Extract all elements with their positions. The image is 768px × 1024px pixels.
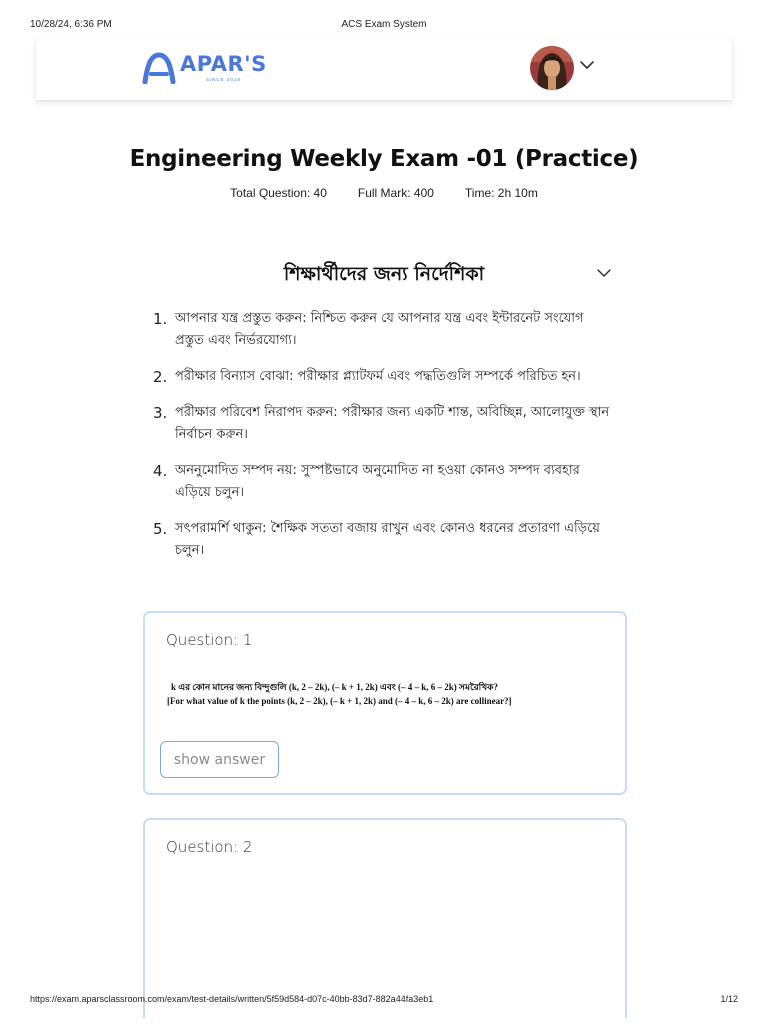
question-card <box>143 611 627 795</box>
question-text-en: [For what value of k the points (k, 2 – 2k), (– k + 1, 2k) and (– 4 – k, 6 – 2k) are collinear?] <box>167 696 512 706</box>
list-item: 2. পরীক্ষার বিন্যাস বোঝা: পরীক্ষার প্ল্যাটফর্ম এবং পদ্ধতিগুলি সম্পর্কে পরিচিত হন। <box>153 368 581 386</box>
question-text <box>167 680 512 708</box>
chevron-down-icon[interactable] <box>596 266 612 280</box>
user-avatar-icon <box>530 46 574 90</box>
chevron-down-icon[interactable] <box>579 58 595 72</box>
instructions-list <box>153 308 613 576</box>
logo[interactable] <box>142 52 267 88</box>
question-label: Question: 2 <box>166 838 253 856</box>
question-label: Question: 1 <box>166 631 253 649</box>
avatar[interactable] <box>530 46 574 90</box>
navbar <box>36 38 732 100</box>
list-item: 3. পরীক্ষার পরিবেশ নিরাপদ করুন: পরীক্ষার জন্য একটি শান্ত, অবিচ্ছিন্ন, আলোযুক্ত স্থান নির্বাচন করুন। <box>153 404 610 442</box>
show-answer-button[interactable]: show answer <box>160 741 279 778</box>
logo-name: APAR'S <box>180 52 267 76</box>
question-card <box>143 818 627 1018</box>
exam-meta <box>0 186 768 200</box>
print-page-title: ACS Exam System <box>341 19 427 30</box>
list-item: 4. অননুমোদিত সম্পদ নয়: সুস্পষ্টভাবে অনুমোদিত না হওয়া কোনও সম্পদ ব্যবহার এড়িয়ে চলুন। <box>153 462 580 500</box>
instructions-title: শিক্ষার্থীদের জন্য নির্দেশিকা <box>283 263 485 285</box>
exam-title: Engineering Weekly Exam -01 (Practice) <box>129 146 639 172</box>
exam-time: Time: 2h 10m <box>464 186 538 200</box>
question-text-bn: k এর কোন মানের জন্য বিন্দুগুলি (k, 2 – 2k), (– k + 1, 2k) এবং (– 4 – k, 6 – 2k) সমরৈখিক? <box>171 682 498 692</box>
print-page-number: 1/12 <box>720 994 738 1004</box>
total-question: Total Question: 40 <box>230 186 327 200</box>
logo-tagline: SINCE 2018 <box>205 77 241 82</box>
full-mark: Full Mark: 400 <box>357 186 434 200</box>
print-url: https://exam.aparsclassroom.com/exam/test-details/written/5f59d584-d07c-40bb-83d7-882a44fa3eb1 <box>30 994 434 1004</box>
print-datetime: 10/28/24, 6:36 PM <box>30 19 112 30</box>
list-item: 5. সৎপরামর্শি থাকুন: শৈক্ষিক সততা বজায় রাখুন এবং কোনও ধরনের প্রতারণা এড়িয়ে চলুন। <box>153 520 600 558</box>
logo-mark-icon <box>142 52 176 84</box>
list-item: 1. আপনার যন্ত্র প্রস্তুত করুন: নিশ্চিত করুন যে আপনার যন্ত্র এবং ইন্টারনেট সংযোগ প্রস্তুত এবং নির্ভরযোগ্য। <box>153 310 584 348</box>
print-header <box>30 19 738 33</box>
